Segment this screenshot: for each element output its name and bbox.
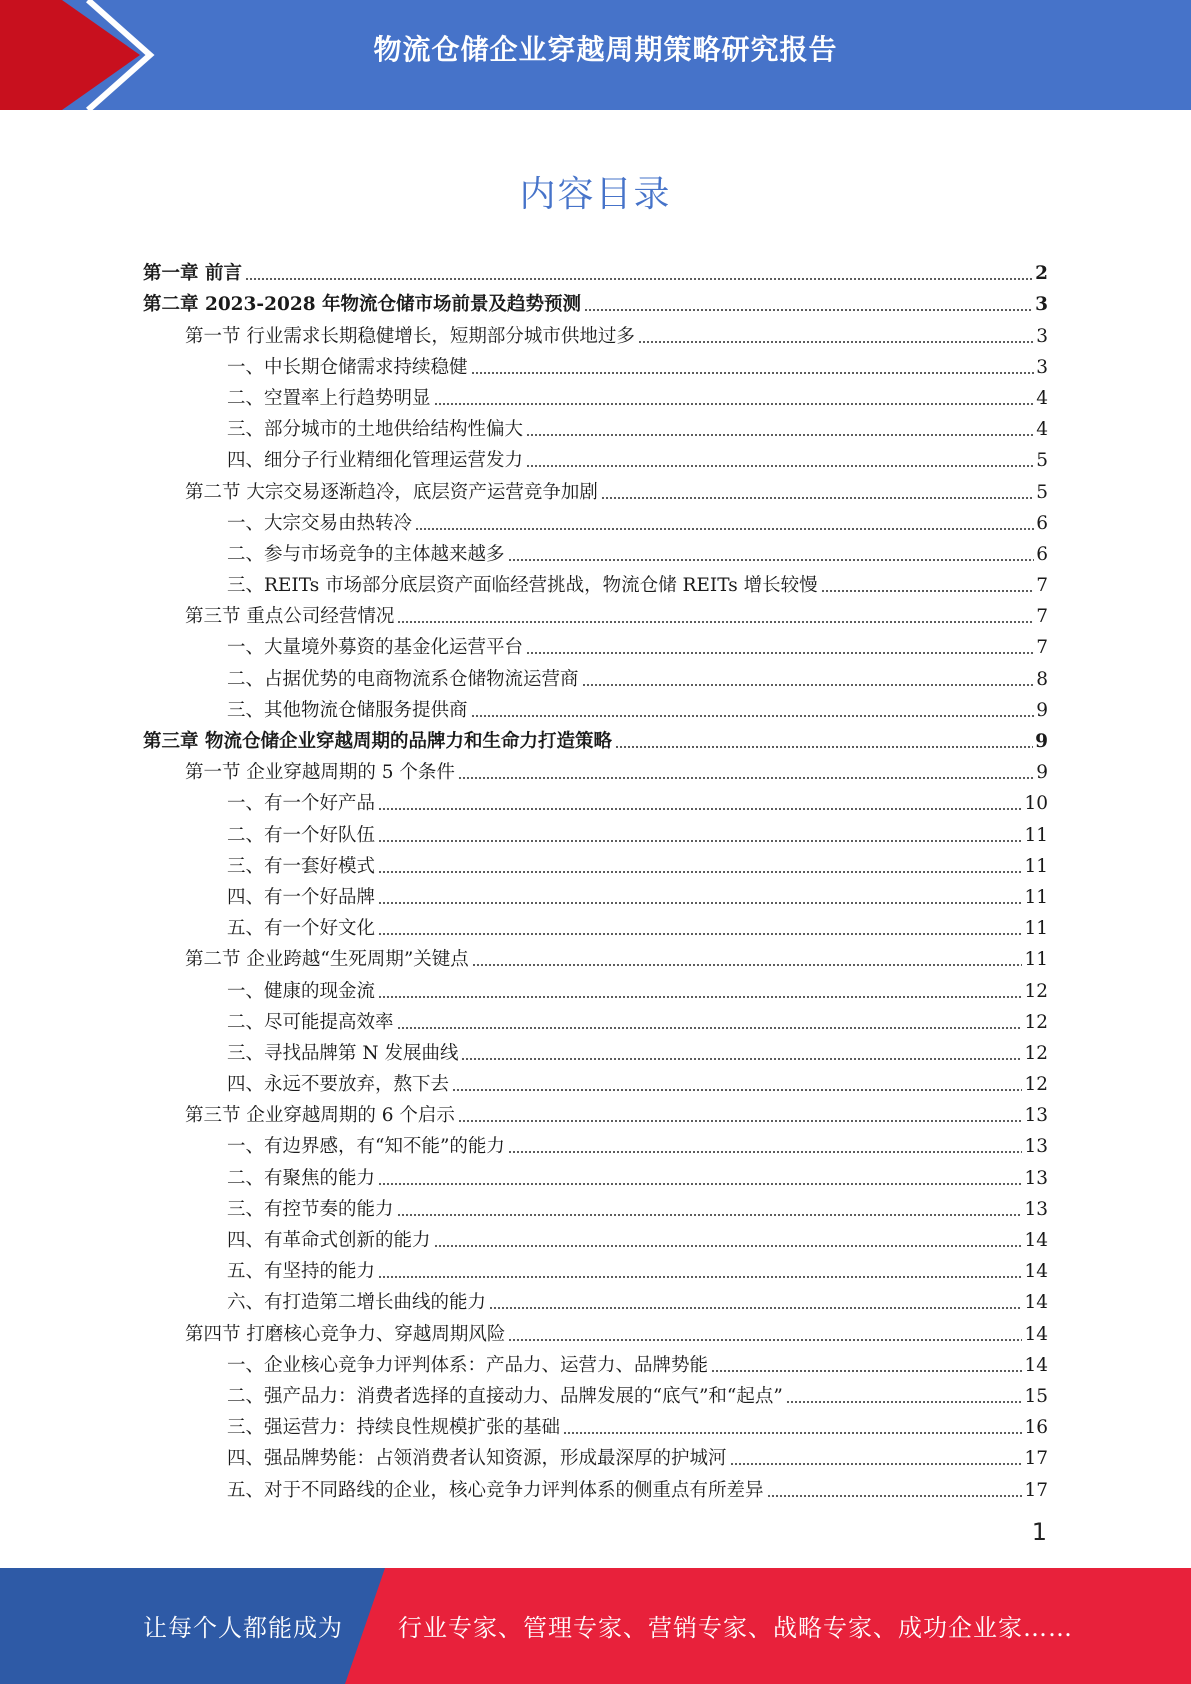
toc-entry-title: 二、有一个好队伍 bbox=[227, 824, 376, 846]
toc-entry[interactable] bbox=[143, 910, 1048, 941]
toc-entry-title: 四、有革命式创新的能力 bbox=[227, 1230, 431, 1251]
toc-entry-page: 3 bbox=[1036, 325, 1048, 347]
toc-entry-page: 11 bbox=[1024, 855, 1048, 877]
dot-leader bbox=[508, 1150, 1023, 1154]
toc-entry-page: 9 bbox=[1036, 699, 1048, 721]
toc-entry[interactable] bbox=[143, 536, 1048, 567]
toc-entry-page: 14 bbox=[1024, 1261, 1048, 1283]
toc-entry-title: 三、部分城市的土地供给结构性偏大 bbox=[227, 419, 524, 441]
dot-leader bbox=[461, 1057, 1022, 1061]
dot-leader bbox=[472, 963, 1023, 967]
toc-entry-page: 11 bbox=[1024, 824, 1048, 846]
dot-leader bbox=[458, 776, 1034, 780]
toc-entry-page: 7 bbox=[1036, 637, 1048, 659]
toc-entry-page: 6 bbox=[1036, 512, 1048, 534]
toc-entry[interactable] bbox=[143, 972, 1048, 1003]
toc-entry-page: 13 bbox=[1024, 1167, 1048, 1189]
dot-leader bbox=[245, 277, 1033, 281]
toc-entry-page: 8 bbox=[1036, 668, 1048, 690]
toc-entry-title: 三、其他物流仓储服务提供商 bbox=[227, 699, 468, 721]
toc-entry-page: 13 bbox=[1024, 1198, 1048, 1220]
toc-entry-title: 五、有一个好文化 bbox=[227, 918, 376, 940]
toc-entry-page: 7 bbox=[1036, 575, 1048, 597]
dot-leader bbox=[471, 714, 1035, 718]
toc-entry-title: 一、有边界感，有“知不能”的能力 bbox=[227, 1136, 505, 1158]
toc-entry-title: 三、有一套好模式 bbox=[227, 855, 376, 877]
toc-entry-page: 3 bbox=[1035, 294, 1048, 316]
toc-entry[interactable] bbox=[143, 567, 1048, 598]
dot-leader bbox=[526, 433, 1034, 437]
toc-entry-title: 第三章 物流仓储企业穿越周期的品牌力和生命力打造策略 bbox=[143, 731, 612, 752]
toc-entry-page: 6 bbox=[1036, 543, 1048, 565]
toc-entry-title: 二、占据优势的电商物流系仓储物流运营商 bbox=[227, 668, 579, 690]
toc-entry[interactable] bbox=[143, 1035, 1048, 1066]
dot-leader bbox=[378, 932, 1022, 936]
report-title: 物流仓储企业穿越周期策略研究报告 bbox=[373, 33, 838, 66]
dot-leader bbox=[711, 1369, 1022, 1373]
toc-entry-page: 3 bbox=[1036, 356, 1048, 378]
toc-entry-title: 三、REITs 市场部分底层资产面临经营挑战，物流仓储 REITs 增长较慢 bbox=[227, 575, 818, 597]
toc-entry-title: 二、参与市场竞争的主体越来越多 bbox=[227, 543, 505, 565]
toc-entry-title: 一、大宗交易由热转冷 bbox=[227, 512, 413, 534]
toc-entry-title: 四、细分子行业精细化管理运营发力 bbox=[227, 450, 524, 472]
toc-entry-title: 一、中长期仓储需求持续稳健 bbox=[227, 356, 468, 378]
toc-entry[interactable] bbox=[143, 879, 1048, 910]
toc-entry-page: 10 bbox=[1024, 793, 1048, 815]
toc-entry-title: 第一节 企业穿越周期的 5 个条件 bbox=[185, 762, 455, 784]
dot-leader bbox=[452, 1088, 1022, 1092]
page-number: 1 bbox=[1031, 1518, 1047, 1546]
toc-entry-title: 三、强运营力：持续良性规模扩张的基础 bbox=[227, 1417, 561, 1439]
toc-entry-page: 13 bbox=[1024, 1105, 1048, 1127]
toc-entry[interactable] bbox=[143, 1315, 1048, 1346]
dot-leader bbox=[489, 1306, 1022, 1310]
dot-leader bbox=[526, 464, 1034, 468]
toc-entry-title: 一、企业核心竞争力评判体系：产品力、运营力、品牌势能 bbox=[227, 1354, 709, 1376]
dot-leader bbox=[786, 1400, 1023, 1404]
toc-entry[interactable] bbox=[143, 1347, 1048, 1378]
toc-entry-page: 14 bbox=[1024, 1292, 1048, 1314]
toc-entry-title: 二、尽可能提高效率 bbox=[227, 1011, 394, 1033]
toc-entry[interactable] bbox=[143, 286, 1048, 317]
toc-entry-title: 六、有打造第二增长曲线的能力 bbox=[227, 1292, 487, 1314]
toc-entry[interactable] bbox=[143, 505, 1048, 536]
toc-entry[interactable] bbox=[143, 629, 1048, 660]
dot-leader bbox=[601, 496, 1034, 500]
toc-entry-title: 第一节 行业需求长期稳健增长，短期部分城市供地过多 bbox=[185, 325, 635, 347]
toc-entry-title: 第一章 前言 bbox=[143, 263, 242, 285]
toc-entry[interactable] bbox=[143, 1378, 1048, 1409]
toc-entry[interactable] bbox=[143, 941, 1048, 972]
dot-leader bbox=[508, 558, 1035, 562]
toc-entry-page: 12 bbox=[1024, 980, 1048, 1002]
dot-leader bbox=[397, 1213, 1023, 1217]
dot-leader bbox=[584, 308, 1033, 312]
toc-entry[interactable] bbox=[143, 411, 1048, 442]
dot-leader bbox=[767, 1494, 1023, 1498]
toc-entry-title: 三、寻找品牌第 N 发展曲线 bbox=[227, 1042, 459, 1064]
toc-entry-page: 4 bbox=[1036, 387, 1048, 409]
toc-entry-title: 一、健康的现金流 bbox=[227, 980, 376, 1002]
dot-leader bbox=[415, 527, 1034, 531]
toc-entry[interactable] bbox=[143, 1471, 1048, 1502]
dot-leader bbox=[378, 870, 1022, 874]
dot-leader bbox=[730, 1462, 1023, 1466]
dot-leader bbox=[378, 1182, 1022, 1186]
toc-entry-page: 15 bbox=[1024, 1385, 1048, 1407]
dot-leader bbox=[582, 683, 1035, 687]
toc-entry[interactable] bbox=[143, 349, 1048, 380]
toc-entry-title: 五、有坚持的能力 bbox=[227, 1261, 376, 1283]
toc-entry[interactable] bbox=[143, 255, 1048, 286]
toc-entry[interactable] bbox=[143, 692, 1048, 723]
toc-entry-title: 第二章 2023-2028 年物流仓储市场前景及趋势预测 bbox=[143, 294, 582, 316]
dot-leader bbox=[397, 620, 1034, 624]
toc-entry[interactable] bbox=[143, 848, 1048, 879]
toc-entry-page: 12 bbox=[1024, 1074, 1048, 1096]
toc-entry[interactable] bbox=[143, 816, 1048, 847]
toc-entry[interactable] bbox=[143, 1191, 1048, 1222]
dot-leader bbox=[378, 901, 1022, 905]
toc-entry-page: 14 bbox=[1024, 1354, 1048, 1376]
toc-entry-page: 9 bbox=[1035, 731, 1048, 752]
dot-leader bbox=[434, 1244, 1023, 1248]
dot-leader bbox=[638, 340, 1034, 344]
toc-entry-title: 二、有聚焦的能力 bbox=[227, 1167, 376, 1189]
toc-entry-page: 11 bbox=[1024, 918, 1048, 940]
footer-slogan-right: 行业专家、管理专家、营销专家、战略专家、成功企业家…… bbox=[398, 1614, 1073, 1642]
toc-entry[interactable] bbox=[143, 1253, 1048, 1284]
dot-leader bbox=[615, 745, 1033, 749]
dot-leader bbox=[508, 1338, 1022, 1342]
toc-heading: 内容目录 bbox=[519, 174, 672, 215]
dot-leader bbox=[458, 1119, 1023, 1123]
toc-entry-title: 第三节 企业穿越周期的 6 个启示 bbox=[185, 1105, 455, 1127]
toc-entry-page: 5 bbox=[1036, 481, 1048, 503]
dot-leader bbox=[378, 807, 1022, 811]
toc-entry-page: 12 bbox=[1024, 1042, 1048, 1064]
toc-entry-page: 5 bbox=[1036, 450, 1048, 472]
dot-leader bbox=[434, 402, 1035, 406]
toc-entry-page: 14 bbox=[1024, 1323, 1048, 1345]
toc-entry-title: 第四节 打磨核心竞争力、穿越周期风险 bbox=[185, 1323, 506, 1345]
toc-entry-page: 12 bbox=[1024, 1011, 1048, 1033]
toc-entry-title: 第二节 企业跨越“生死周期”关键点 bbox=[185, 949, 469, 971]
toc-entry-title: 四、永远不要放弃，熬下去 bbox=[227, 1074, 450, 1096]
toc-entry[interactable] bbox=[143, 1440, 1048, 1471]
toc-entry[interactable] bbox=[143, 785, 1048, 816]
toc-entry-title: 五、对于不同路线的企业，核心竞争力评判体系的侧重点有所差异 bbox=[227, 1479, 764, 1501]
toc-entry[interactable] bbox=[143, 598, 1048, 629]
toc-entry[interactable] bbox=[143, 1128, 1048, 1159]
toc-entry-title: 二、空置率上行趋势明显 bbox=[227, 387, 431, 409]
toc-entry[interactable] bbox=[143, 1284, 1048, 1315]
toc-entry-page: 7 bbox=[1036, 606, 1048, 628]
toc-entry[interactable] bbox=[143, 1097, 1048, 1128]
toc-entry-page: 11 bbox=[1024, 886, 1048, 908]
toc-entry-page: 2 bbox=[1035, 263, 1048, 285]
dot-leader bbox=[471, 371, 1035, 375]
toc-entry[interactable] bbox=[143, 1004, 1048, 1035]
toc-entry-page: 4 bbox=[1036, 419, 1048, 441]
toc-entry-title: 二、强产品力：消费者选择的直接动力、品牌发展的“底气”和“起点” bbox=[227, 1385, 783, 1407]
dot-leader bbox=[397, 1026, 1023, 1030]
dot-leader bbox=[526, 651, 1034, 655]
toc-entry-title: 四、强品牌势能：占领消费者认知资源，形成最深厚的护城河 bbox=[227, 1448, 727, 1470]
toc-entry[interactable] bbox=[143, 442, 1048, 473]
toc-entry-page: 16 bbox=[1024, 1417, 1048, 1439]
toc-entry[interactable] bbox=[143, 380, 1048, 411]
toc-entry-title: 一、有一个好产品 bbox=[227, 793, 376, 815]
table-of-contents bbox=[143, 255, 1048, 1503]
dot-leader bbox=[378, 839, 1022, 843]
toc-entry-title: 一、大量境外募资的基金化运营平台 bbox=[227, 637, 524, 659]
toc-entry-page: 9 bbox=[1036, 762, 1048, 784]
dot-leader bbox=[378, 1275, 1022, 1279]
toc-entry-title: 第三节 重点公司经营情况 bbox=[185, 606, 395, 628]
toc-entry-page: 11 bbox=[1024, 949, 1048, 971]
page-footer bbox=[0, 1568, 1191, 1684]
dot-leader bbox=[821, 589, 1035, 593]
toc-entry[interactable] bbox=[143, 1066, 1048, 1097]
toc-entry[interactable] bbox=[143, 1409, 1048, 1440]
toc-entry[interactable] bbox=[143, 754, 1048, 785]
footer-slogan-left: 让每个人都能成为 bbox=[143, 1614, 343, 1642]
toc-entry[interactable] bbox=[143, 317, 1048, 348]
toc-entry[interactable] bbox=[143, 473, 1048, 504]
toc-entry-title: 三、有控节奏的能力 bbox=[227, 1198, 394, 1220]
toc-entry-page: 14 bbox=[1024, 1230, 1048, 1251]
toc-entry-title: 第二节 大宗交易逐渐趋冷，底层资产运营竞争加剧 bbox=[185, 481, 598, 503]
toc-entry[interactable] bbox=[143, 723, 1048, 754]
toc-entry-page: 13 bbox=[1024, 1136, 1048, 1158]
toc-entry[interactable] bbox=[143, 1159, 1048, 1190]
toc-entry-page: 17 bbox=[1024, 1448, 1048, 1470]
toc-entry[interactable] bbox=[143, 660, 1048, 691]
dot-leader bbox=[563, 1431, 1022, 1435]
toc-entry-page: 17 bbox=[1024, 1479, 1048, 1501]
toc-entry[interactable] bbox=[143, 1222, 1048, 1253]
toc-entry-title: 四、有一个好品牌 bbox=[227, 886, 376, 908]
dot-leader bbox=[378, 995, 1022, 999]
page-header bbox=[0, 0, 1191, 110]
